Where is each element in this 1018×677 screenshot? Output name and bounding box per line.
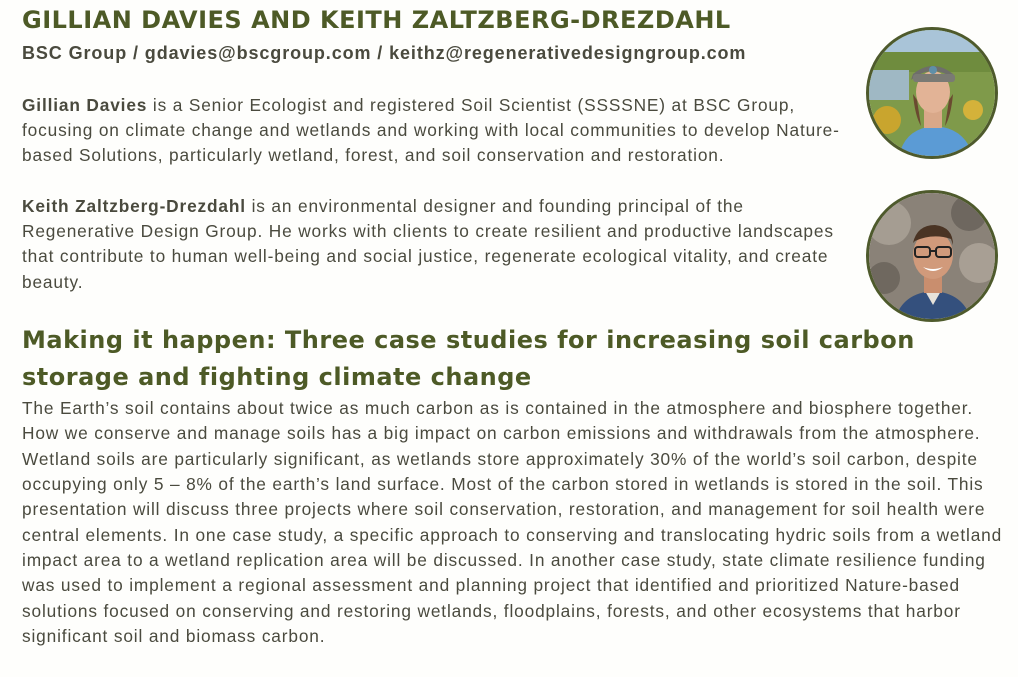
bio-text: is a Senior Ecologist and registered Soil Scientist (SSSSNE) at BSC Group, focusing on climate change and wetlands and working with local communities to develop Nature-based Solutions, particularly wetland, forest, and soil conservation and restoration.: [22, 95, 840, 166]
portrait-keith-zaltzberg-drezdahl: [866, 190, 998, 322]
talk-title: Making it happen: Three case studies for increasing soil carbon storage and fighting climate change: [22, 326, 915, 391]
bio-text: is an environmental designer and founding principal of the Regenerative Design Group. He works with clients to create resilient and productive landscapes that contribute to human well-being and social justice, regenerate ecological vitality, and create beauty.: [22, 196, 834, 292]
bio-gillian-davies: [22, 93, 852, 169]
bio-name: Keith Zaltzberg-Drezdahl: [22, 196, 246, 216]
speaker-names-heading: GILLIAN DAVIES AND KEITH ZALTZBERG-DREZDAHL: [22, 6, 731, 34]
contact-line: BSC Group / gdavies@bscgroup.com / keithz@regenerativedesigngroup.com: [22, 43, 747, 63]
portrait-gillian-davies: [866, 27, 998, 159]
bio-keith-zaltzberg-drezdahl: [22, 194, 852, 295]
talk-abstract: The Earth’s soil contains about twice as much carbon as is contained in the atmosphere and biosphere together. How we conserve and manage soils has a big impact on carbon emissions and withdrawals from the atmosphere. Wetland soils are particularly significant, as wetlands store approximately 30% of the world’s soil carbon, despite occupying only 5 – 8% of the earth’s land surface. Most of the carbon stored in wetlands is stored in the soil. This presentation will discuss three projects where soil conservation, restoration, and management for soil health were central elements. In one case study, a specific approach to conserving and translocating hydric soils from a wetland impact area to a wetland replication area will be discussed. In another case study, state climate resilience funding was used to implement a regional assessment and planning project that identified and prioritized Nature-based solutions focused on conserving and restoring wetlands, floodplains, forests, and other ecosystems that harbor significant soil and biomass carbon.: [22, 398, 1003, 647]
bio-name: Gillian Davies: [22, 95, 148, 115]
